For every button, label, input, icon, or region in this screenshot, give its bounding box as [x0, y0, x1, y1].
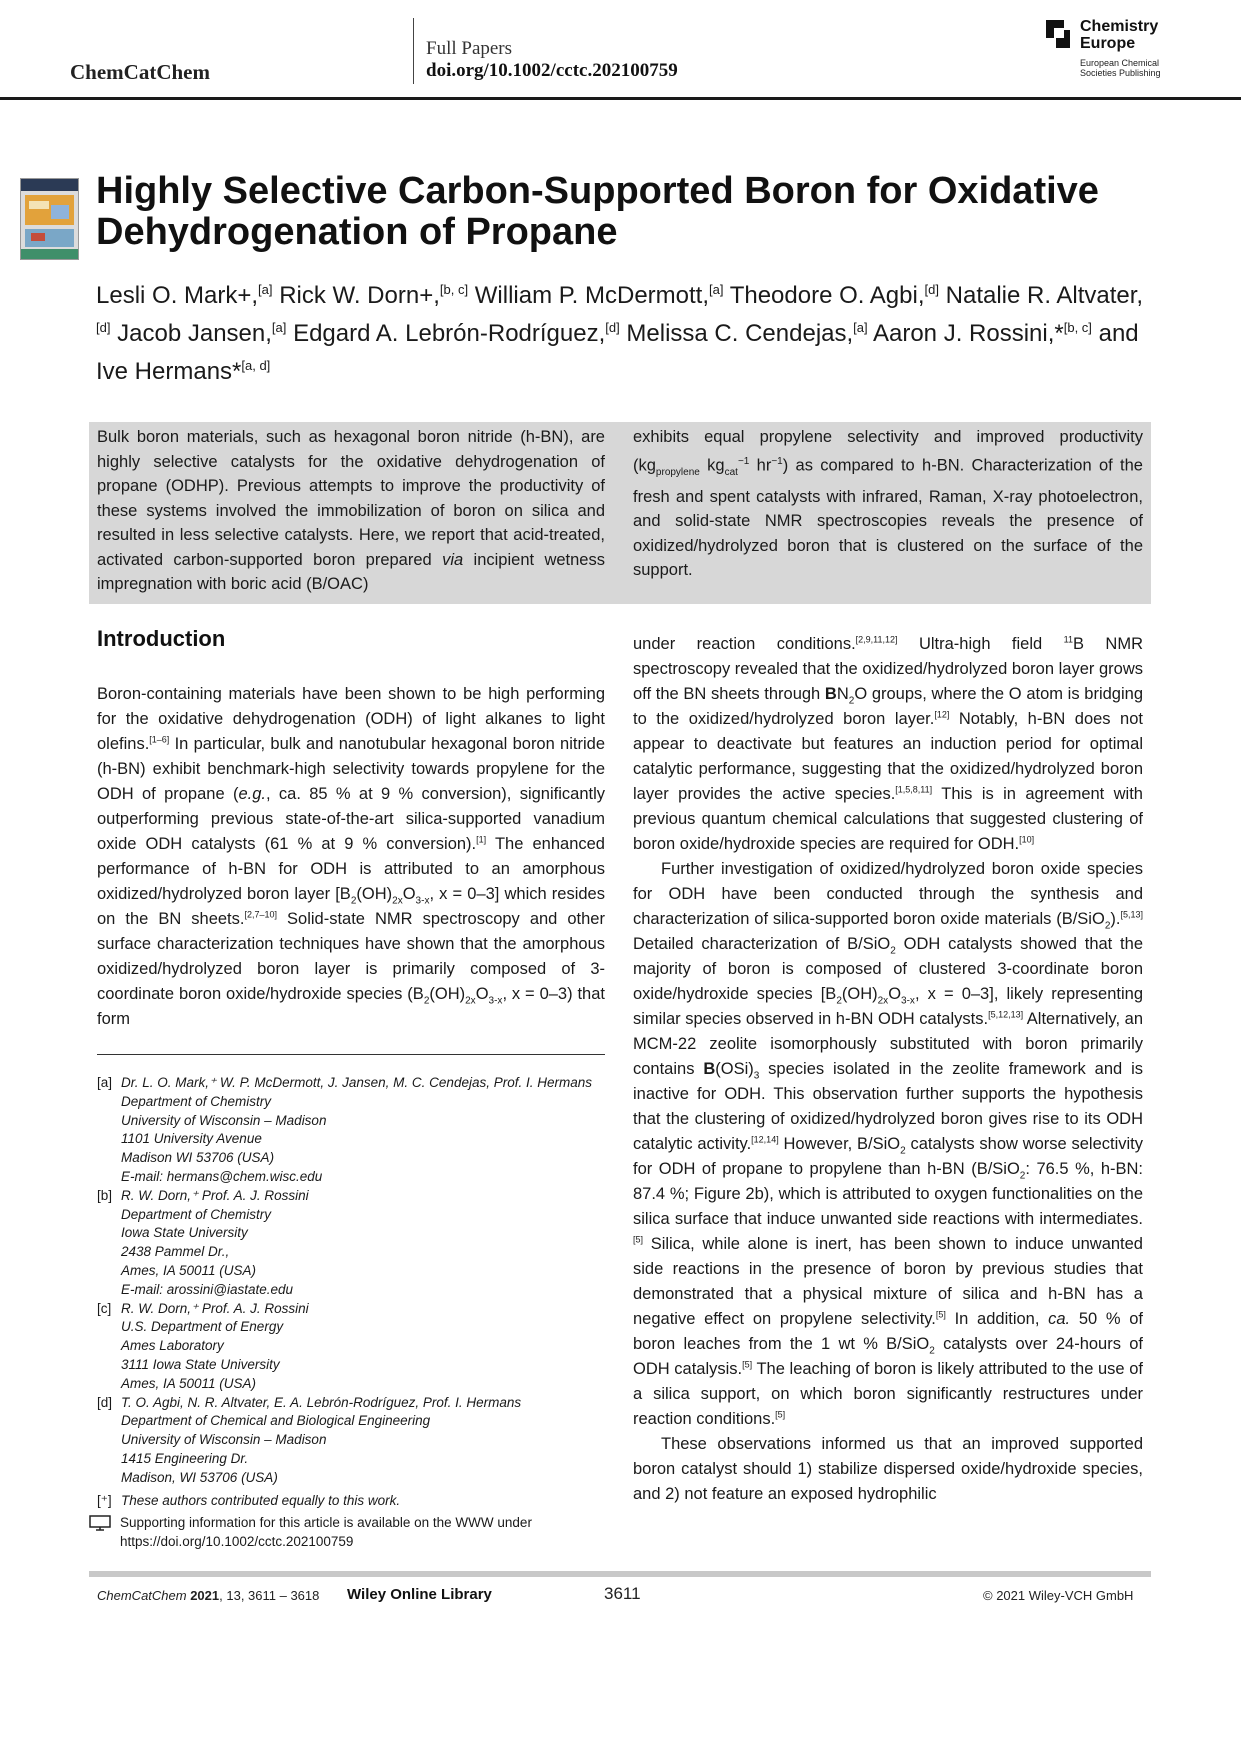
doi-link[interactable]: doi.org/10.1002/cctc.202100759 [426, 60, 678, 81]
footnote-label: [d] [97, 1394, 113, 1410]
footnote-body [121, 1187, 309, 1300]
body-column-2 [633, 632, 1143, 1507]
citation-ref[interactable]: [1–6] [149, 734, 170, 745]
footnote-entry [97, 1074, 607, 1187]
citation-ref[interactable]: 11 [1063, 634, 1073, 645]
footnote-entry [97, 1492, 607, 1511]
footnote-line: Ames, IA 50011 (USA) [121, 1262, 257, 1278]
author-affiliation-mark: [a] [709, 282, 724, 297]
footnote-body [121, 1074, 592, 1187]
footnote-line: T. O. Agbi, N. R. Altvater, E. A. Lebrón-Rodríguez, Prof. I. Hermans [121, 1394, 522, 1410]
article-type: Full Papers [426, 38, 513, 59]
abstract-column-2 [633, 425, 1143, 583]
footnote-body [121, 1492, 400, 1511]
citation-ref[interactable]: [1] [476, 834, 487, 845]
subscript: 2 [836, 995, 842, 1007]
subscript: 2x [392, 895, 403, 907]
author-affiliation-mark: [d] [96, 320, 111, 335]
footnote-line: Dr. L. O. Mark,⁺ W. P. McDermott, J. Jansen, M. C. Cendejas, Prof. I. Hermans [121, 1075, 592, 1090]
footnote-label: [⁺] [97, 1492, 112, 1508]
author-name: Natalie R. Altvater, [945, 282, 1144, 309]
emphasis: ca. [1048, 1310, 1071, 1328]
footnote-line: U.S. Department of Energy [121, 1319, 284, 1335]
footnote-line: These authors contributed equally to this work. [121, 1492, 401, 1508]
journal-cover-thumbnail [20, 178, 79, 260]
footer-volume-pages: , 13, 3611 – 3618 [219, 1588, 320, 1603]
footnote-line[interactable]: E-mail: arossini@iastate.edu [121, 1281, 294, 1297]
footnote-line: University of Wisconsin – Madison [121, 1432, 327, 1448]
footer-citation [97, 1588, 319, 1603]
emphasis: e.g. [238, 785, 266, 803]
abstract-text-2c: hr [749, 456, 772, 474]
citation-ref[interactable]: [5,13] [1120, 909, 1143, 920]
subscript: 2 [1104, 920, 1111, 932]
citation-ref[interactable]: [5] [742, 1359, 753, 1370]
footnote-label: [c] [97, 1300, 112, 1316]
cover-image-icon [21, 179, 78, 259]
citation-ref[interactable]: [12] [934, 709, 950, 720]
footnote-line: Ames Laboratory [121, 1338, 224, 1354]
author-affiliation-mark: [a] [271, 320, 287, 335]
author-name: William P. McDermott, [474, 282, 709, 309]
footnote-line: Department of Chemistry [121, 1206, 272, 1222]
abstract-sup-1: −1 [737, 455, 750, 467]
author-name: Edgard A. Lebrón-Rodríguez, [293, 320, 606, 347]
author-affiliation-mark: [b, c] [439, 282, 469, 297]
footnote-line: R. W. Dorn,⁺ Prof. A. J. Rossini [121, 1300, 309, 1316]
author-affiliation-mark: [b, c] [1063, 320, 1092, 335]
affiliation-footnotes [97, 1074, 607, 1510]
journal-name: ChemCatChem [70, 60, 210, 84]
subscript: 3-x [415, 895, 430, 907]
publisher-name-line2: Europe [1080, 35, 1136, 52]
footer-year: 2021 [186, 1588, 220, 1603]
footnote-line: Iowa State University [121, 1225, 248, 1241]
page-number: 3611 [604, 1584, 641, 1603]
author-name: Rick W. Dorn+, [279, 282, 440, 309]
citation-ref[interactable]: [5,12,13] [988, 1009, 1024, 1020]
abstract-sub-cat: cat [724, 466, 738, 478]
citation-ref[interactable]: [10] [1019, 834, 1035, 845]
footnote-line: Department of Chemical and Biological Engineering [121, 1413, 431, 1429]
footer-rule [89, 1571, 1151, 1577]
citation-ref[interactable]: [1,5,8,11] [895, 784, 933, 795]
citation-ref[interactable]: [5] [633, 1234, 644, 1245]
abstract-emphasis: via [442, 550, 464, 569]
footnote-label: [a] [97, 1075, 113, 1090]
author-affiliation-mark: [a, d] [241, 358, 271, 373]
abstract-sup-2: −1 [771, 455, 783, 467]
supporting-information-note [89, 1514, 607, 1552]
author-name: Theodore O. Agbi, [729, 282, 925, 309]
header-divider [413, 18, 414, 84]
citation-ref[interactable]: [5] [935, 1309, 946, 1320]
subscript: 2 [1019, 1170, 1026, 1182]
footnote-body [121, 1300, 309, 1394]
author-name: Jacob Jansen, [117, 320, 272, 347]
subscript: 2 [848, 695, 855, 707]
subscript: 3-x [901, 995, 915, 1007]
subscript: 2 [929, 1345, 935, 1357]
subscript: 3-x [488, 995, 503, 1007]
subscript: 2 [900, 1145, 906, 1157]
publisher-subtitle-line2: Societies Publishing [1080, 68, 1161, 78]
subscript: 3 [753, 1070, 760, 1082]
citation-ref[interactable]: [2,9,11,12] [855, 634, 898, 645]
publisher-subtitle-line1: European Chemical [1080, 58, 1160, 68]
footnote-line: 1101 University Avenue [121, 1131, 262, 1147]
subscript: 2 [350, 895, 357, 907]
abstract-text-1-end: incipient wetness impregnation with boric acid (B/OAC) [97, 550, 605, 593]
author-name: Melissa C. Cendejas, [626, 320, 854, 347]
footnote-entry [97, 1394, 607, 1488]
subscript: 2x [877, 995, 889, 1007]
wiley-online-library-link[interactable]: Wiley Online Library [347, 1586, 492, 1603]
footnote-line[interactable]: E-mail: hermans@chem.wisc.edu [121, 1168, 323, 1184]
footnote-line: Madison, WI 53706 (USA) [121, 1469, 278, 1485]
supporting-information-text[interactable]: Supporting information for this article is available on the WWW under https://doi.org/10.1002/cctc.202100759 [120, 1515, 532, 1549]
author-affiliation-mark: [d] [924, 282, 939, 297]
footnote-label: [b] [97, 1187, 113, 1203]
footnote-line: Department of Chemistry [121, 1093, 272, 1109]
author-affiliation-mark: [a] [258, 282, 273, 297]
abstract-sub-propylene: propylene [655, 466, 700, 478]
footnote-entry [97, 1187, 607, 1300]
abstract-text-2a: exhibits equal propylene selectivity and improved productivity (kg [633, 428, 1143, 474]
publisher-name-line1: Chemistry [1080, 18, 1159, 35]
author-name: Aaron J. Rossini,* [872, 320, 1064, 347]
author-list: Lesli O. Mark+,[a] Rick W. Dorn+,[b, c] William P. McDermott,[a] Theodore O. Agbi,[d] Natalie R. Altvater,[d] Jacob Jansen,[a] Edgard A. Lebrón-Rodríguez,[d] Melissa C. Cendejas,[a] Aaron J. Rossini,*[b, c] and Ive Hermans*[a, d] [96, 282, 1144, 385]
footnote-line: Madison WI 53706 (USA) [121, 1150, 275, 1166]
subscript: 2 [890, 945, 896, 957]
abstract-column-1 [97, 425, 605, 597]
citation-ref[interactable]: [5] [775, 1409, 786, 1420]
footer-journal: ChemCatChem [97, 1588, 187, 1603]
header-rule [0, 97, 1241, 100]
computer-icon [89, 1515, 111, 1532]
footnote-line: 2438 Pammel Dr., [121, 1244, 230, 1260]
citation-ref[interactable]: [2,7–10] [244, 909, 277, 920]
copyright: © 2021 Wiley-VCH GmbH [983, 1588, 1134, 1603]
abstract-text-2d: ) as compared to h-BN. Characterization of the fresh and spent catalysts with infrared, Raman, X-ray photoelectron, and solid-state NMR spectroscopies reveals the presence of oxidized/hydrolyzed boron that is clustered on the surface of the support. [633, 456, 1143, 580]
footnote-line: University of Wisconsin – Madison [121, 1112, 327, 1128]
publisher-logo[interactable] [1046, 18, 1196, 82]
body-column-1 [97, 682, 605, 1032]
abstract-text-1: Bulk boron materials, such as hexagonal boron nitride (h-BN), are highly selective catalysts for the oxidative dehydrogenation of propane (ODHP). Previous attempts to improve the productivity of these systems involved the immobilization of boron on silica and resulted in less selective catalysts. Here, we report that acid-treated, activated carbon-supported boron prepared [97, 428, 605, 569]
footnote-rule [97, 1054, 605, 1055]
intro-paragraph-2: Further investigation of oxidized/hydrolyzed boron oxide species for ODH have been conducted through the synthesis and characterization of silica-supported boron oxide materials (B/SiO$_2$).[5,13] Detailed characterization of B/SiO$_2$ ODH catalysts showed that the majority of boron is composed of clustered 3-coordinate boron oxide/hydroxide species [$B_2(OH)_{2x}O_{3-x}$, x = 0–3], likely representing similar species observed in h-BN ODH catalysts.[5,12,13] Alternatively, an MCM-22 zeolite isomorphously substituted with boron primarily contains $B(OSi)_3$ species isolated in the zeolite framework and is inactive for ODH. This observation further supports the hypothesis that the clustering of oxidized/hydrolyzed boron gives rise to its ODH catalytic activity.[12,14] However, B/SiO$_2$ catalysts show worse selectivity for ODH of propane to propylene than h-BN (B/SiO$_2$: 76.5 %, h-BN: 87.4 %; Figure 2b), which is attributed to oxygen functionalities on the silica surface that induce unwanted side reactions with intermediates.[5] Silica, while alone is inert, has been shown to induce unwanted side reactions in the presence of boron by previous studies that demonstrated that a physical mixture of silica and h-BN has a negative effect on propylene selectivity.[5] In addition, ca. 50 % of boron leaches from the 1 wt % B/SiO$_2$ catalysts over 24-hours of ODH catalysis.[5] The leaching of boron is likely attributed to the use of a silica support, on which boron significantly restructures under reaction conditions.[5] [633, 860, 1144, 1428]
subscript: 2x [465, 995, 476, 1007]
subscript: 2 [423, 995, 430, 1007]
author-affiliation-mark: [a] [853, 320, 868, 335]
bold-text: B [824, 685, 837, 703]
footnote-entry [97, 1300, 607, 1394]
article-title: Highly Selective Carbon-Supported Boron for Oxidative Dehydrogenation of Propane [96, 170, 1099, 253]
author-name: Lesli O. Mark+, [96, 282, 259, 309]
intro-paragraph-1-continued: under reaction conditions.[2,9,11,12] Ultra-high field $^{11}$B NMR spectroscopy revealed that the oxidized/hydrolyzed boron layer grows off the BN sheets through $BN_2O$ groups, where the O atom is bridging to the oxidized/hydrolyzed boron layer.[12] Notably, h-BN does not appear to deactivate but features an induction period for optimal catalytic performance, suggesting that the oxidized/hydrolyzed boron layer provides the active species.[1,5,8,11] This is in agreement with previous quantum chemical calculations that suggested clustering of boron oxide/hydroxide species are required for ODH.[10] [633, 634, 1143, 853]
footnote-line: 3111 Iowa State University [121, 1356, 280, 1372]
chemistry-europe-logo-icon [1046, 20, 1072, 50]
author-affiliation-mark: [d] [605, 320, 620, 335]
bold-text: B [703, 1060, 716, 1078]
intro-paragraph-3: These observations informed us that an improved supported boron catalyst should 1) stabilize dispersed oxide/hydroxide species, and 2) not feature an exposed hydrophilic [633, 1435, 1143, 1503]
footnote-line: Ames, IA 50011 (USA) [121, 1375, 257, 1391]
footnote-line: R. W. Dorn,⁺ Prof. A. J. Rossini [121, 1187, 309, 1203]
citation-ref[interactable]: [12,14] [751, 1134, 779, 1145]
author-name: Ive Hermans* [96, 358, 242, 385]
abstract-text-2b: kg [699, 456, 725, 474]
footnote-body [121, 1394, 521, 1488]
intro-paragraph-1: Boron-containing materials have been shown to be high performing for the oxidative dehydrogenation (ODH) of light alkanes to light olefins.[1–6] In particular, bulk and nanotubular hexagonal boron nitride (h-BN) exhibit benchmark-high selectivity towards propylene for the ODH of propane (e.g., ca. 85 % at 9 % conversion), significantly outperforming previous state-of-the-art silica-supported vanadium oxide ODH catalysts (61 % at 9 % conversion).[1] The enhanced performance of h-BN for ODH is attributed to an amorphous oxidized/hydrolyzed boron layer [$B_2(OH)_{2x}O_{3-x}$, x = 0–3] which resides on the BN sheets.[2,7–10] Solid-state NMR spectroscopy and other surface characterization techniques have shown that the amorphous oxidized/hydrolyzed boron layer is primarily composed of 3-coordinate boron oxide/hydroxide species ($B_2(OH)_{2x}O_{3-x}$, x = 0–3) that form [97, 685, 606, 1028]
footnote-line: 1415 Engineering Dr. [121, 1450, 249, 1466]
section-heading-introduction: Introduction [97, 626, 226, 651]
